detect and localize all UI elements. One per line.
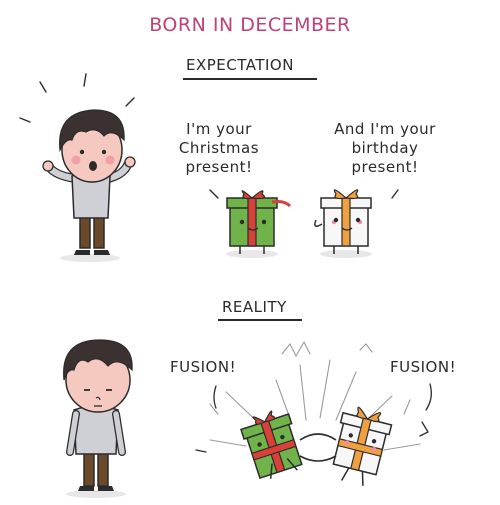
kid-left-hand: [43, 161, 53, 171]
top-speech-tails: [210, 190, 398, 198]
birthday-speech-line-1: And I'm your: [334, 120, 436, 138]
kid-left-blush: [72, 156, 81, 165]
christmas-present: [226, 191, 290, 258]
kid-right-hand: [125, 157, 135, 167]
kid-shadow: [60, 254, 120, 262]
fusion-right-text: FUSION!: [390, 358, 457, 376]
disappointed-kid: [64, 340, 132, 498]
christmas-bow: [242, 191, 264, 199]
kid-open-mouth: [89, 161, 97, 171]
christmas-ribbon: [248, 198, 256, 246]
fusion-left-text: FUSION!: [170, 358, 237, 376]
fusion-holding-arm-bottom: [300, 456, 336, 461]
comic-title: BORN IN DECEMBER: [149, 14, 351, 36]
excited-kid: [20, 74, 135, 262]
birthday-ribbon: [342, 198, 350, 246]
birthday-bow: [334, 190, 357, 199]
kid-right-shoe: [94, 250, 110, 255]
kid-left-leg: [80, 214, 90, 248]
birthday-present: [315, 190, 372, 258]
fusion-holding-arm-top: [300, 434, 336, 440]
birthday-speech-line-3: present!: [351, 158, 419, 176]
christmas-speech-line-1: I'm your: [186, 120, 252, 138]
birthday-speech-line-2: birthday: [351, 139, 419, 157]
christmas-speech-line-2: Christmas: [178, 139, 260, 157]
christmas-speech-line-3: present!: [185, 158, 253, 176]
reality-label: REALITY: [222, 298, 287, 316]
fusion-speech-tails: [196, 384, 431, 452]
expectation-label: EXPECTATION: [186, 56, 294, 74]
kid-right-blush: [106, 156, 115, 165]
sad-kid-shirt: [74, 406, 118, 454]
kid-right-leg: [94, 214, 104, 248]
kid-left-shoe: [74, 250, 90, 255]
fused-christmas-present: [238, 406, 305, 482]
